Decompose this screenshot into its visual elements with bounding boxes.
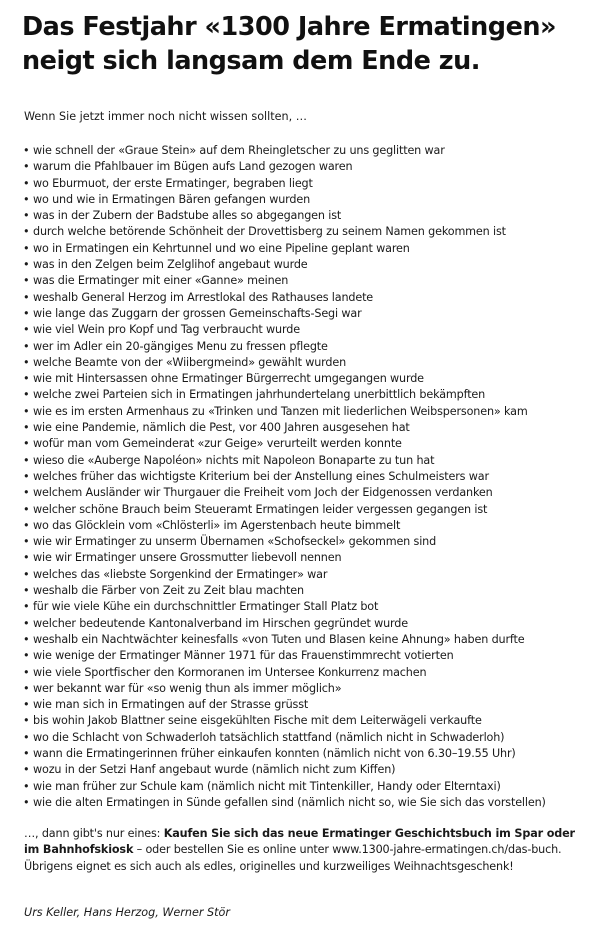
closing-line-1 <box>24 826 594 842</box>
list-item <box>23 762 546 778</box>
list-item-text: bis wohin Jakob Blattner seine eisgekühlten Fische mit dem Leiterwägeli verkaufte <box>33 714 482 728</box>
list-item <box>23 176 546 192</box>
list-item <box>23 192 546 208</box>
question-list <box>23 143 546 811</box>
bullet-icon: • <box>23 437 30 451</box>
bullet-icon: • <box>23 616 30 630</box>
list-item <box>23 697 546 713</box>
list-item-text: wieso die «Auberge Napoléon» nichts mit Napoleon Bonaparte zu tun hat <box>33 453 435 467</box>
list-item <box>23 599 546 615</box>
bullet-icon: • <box>23 209 30 223</box>
bullet-icon: • <box>23 779 30 793</box>
bullet-icon: • <box>23 388 30 402</box>
list-item-text: was die Ermatinger mit einer «Ganne» meinen <box>33 274 289 288</box>
bullet-icon: • <box>23 421 30 435</box>
list-item <box>23 159 546 175</box>
bullet-icon: • <box>23 714 30 728</box>
list-item <box>23 339 546 355</box>
bullet-icon: • <box>23 551 30 565</box>
list-item <box>23 469 546 485</box>
bullet-icon: • <box>23 518 30 532</box>
authors-signature: Urs Keller, Hans Herzog, Werner Stör <box>24 906 230 919</box>
list-item <box>23 224 546 240</box>
bullet-icon: • <box>23 176 30 190</box>
list-item <box>23 583 546 599</box>
closing-call-to-action: Kaufen Sie sich das neue Ermatinger Geschichtsbuch im Spar oder <box>163 827 575 840</box>
list-item-text: wo die Schlacht von Schwaderloh tatsächlich stattfand (nämlich nicht in Schwaderloh) <box>33 730 505 744</box>
list-item-text: welches früher das wichtigste Kriterium bei der Anstellung eines Schulmeisters war <box>33 469 489 483</box>
list-item <box>23 453 546 469</box>
list-item-text: weshalb ein Nachtwächter keinesfalls «von Tuten und Blasen keine Ahnung» haben durfte <box>33 632 525 646</box>
list-item <box>23 534 546 550</box>
page-title <box>22 10 602 78</box>
list-item <box>23 502 546 518</box>
closing-order-online: – oder bestellen Sie es online unter www.1300-jahre-ermatingen.ch/das-buch. <box>133 843 562 857</box>
list-item <box>23 746 546 762</box>
bullet-icon: • <box>23 160 30 174</box>
list-item <box>23 257 546 273</box>
list-item-text: warum die Pfahlbauer im Bügen aufs Land gezogen waren <box>33 160 353 174</box>
bullet-icon: • <box>23 486 30 500</box>
list-item-text: wer im Adler ein 20-gängiges Menu zu fressen pflegte <box>33 339 328 353</box>
bullet-icon: • <box>23 649 30 663</box>
list-item <box>23 665 546 681</box>
bullet-icon: • <box>23 567 30 581</box>
list-item <box>23 485 546 501</box>
bullet-icon: • <box>23 584 30 598</box>
list-item-text: wie die alten Ermatingen in Sünde gefallen sind (nämlich nicht so, wie Sie sich das vorstellen) <box>33 795 546 809</box>
list-item-text: wie viel Wein pro Kopf und Tag verbraucht wurde <box>33 323 300 337</box>
list-item <box>23 567 546 583</box>
list-item <box>23 632 546 648</box>
bullet-icon: • <box>23 372 30 386</box>
bullet-icon: • <box>23 469 30 483</box>
list-item-text: welchem Ausländer wir Thurgauer die Freiheit vom Joch der Eidgenossen verdanken <box>33 486 493 500</box>
intro-text: Wenn Sie jetzt immer noch nicht wissen sollten, … <box>24 110 307 123</box>
bullet-icon: • <box>23 290 30 304</box>
bullet-icon: • <box>23 306 30 320</box>
bullet-icon: • <box>23 632 30 646</box>
list-item <box>23 290 546 306</box>
bullet-icon: • <box>23 339 30 353</box>
bullet-icon: • <box>23 225 30 239</box>
list-item-text: wie eine Pandemie, nämlich die Pest, vor 400 Jahren ausgesehen hat <box>33 421 410 435</box>
list-item <box>23 273 546 289</box>
list-item <box>23 387 546 403</box>
list-item-text: was in den Zelgen beim Zelglihof angebaut wurde <box>33 258 308 272</box>
bullet-icon: • <box>23 404 30 418</box>
list-item <box>23 648 546 664</box>
list-item-text: durch welche betörende Schönheit der Drovettisberg zu seinem Namen gekommen ist <box>33 225 506 239</box>
title-line-1: Das Festjahr «1300 Jahre Ermatingen» <box>22 12 556 42</box>
list-item-text: welche Beamte von der «Wiibergmeind» gewählt wurden <box>33 355 347 369</box>
bullet-icon: • <box>23 681 30 695</box>
list-item-text: welcher schöne Brauch beim Steueramt Ermatingen leider vergessen gegangen ist <box>33 502 488 516</box>
list-item <box>23 143 546 159</box>
list-item-text: welches das «liebste Sorgenkind der Ermatinger» war <box>33 567 328 581</box>
list-item <box>23 681 546 697</box>
closing-line-2 <box>24 842 594 858</box>
list-item-text: wie wir Ermatinger unsere Grossmutter liebevoll nennen <box>33 551 342 565</box>
bullet-icon: • <box>23 746 30 760</box>
list-item <box>23 208 546 224</box>
list-item-text: was in der Zubern der Badstube alles so abgegangen ist <box>33 209 342 223</box>
bullet-icon: • <box>23 730 30 744</box>
bullet-icon: • <box>23 144 30 157</box>
title-line-2: neigt sich langsam dem Ende zu. <box>22 46 480 76</box>
bullet-icon: • <box>23 241 30 255</box>
list-item-text: wo und wie in Ermatingen Bären gefangen wurden <box>33 192 311 206</box>
list-item-text: wie viele Sportfischer den Kormoranen im Untersee Konkurrenz machen <box>33 665 427 679</box>
list-item-text: wofür man vom Gemeinderat «zur Geige» verurteilt werden konnte <box>33 437 402 451</box>
bullet-icon: • <box>23 274 30 288</box>
bullet-icon: • <box>23 355 30 369</box>
list-item <box>23 371 546 387</box>
list-item <box>23 420 546 436</box>
list-item-text: wie man früher zur Schule kam (nämlich nicht mit Tintenkiller, Handy oder Elterntaxi) <box>33 779 501 793</box>
list-item-text: weshalb General Herzog im Arrestlokal des Rathauses landete <box>33 290 374 304</box>
list-item <box>23 779 546 795</box>
bullet-icon: • <box>23 698 30 712</box>
list-item <box>23 616 546 632</box>
bullet-icon: • <box>23 763 30 777</box>
list-item-text: wie wir Ermatinger zu unserm Übernamen «Schofseckel» gekommen sind <box>33 535 437 549</box>
bullet-icon: • <box>23 258 30 272</box>
closing-kiosk: im Bahnhofskiosk <box>24 843 134 857</box>
list-item <box>23 436 546 452</box>
list-item-text: wo in Ermatingen ein Kehrtunnel und wo eine Pipeline geplant waren <box>33 241 410 255</box>
list-item <box>23 241 546 257</box>
list-item <box>23 306 546 322</box>
list-item <box>23 550 546 566</box>
list-item-text: wo Eburmuot, der erste Ermatinger, begraben liegt <box>33 176 313 190</box>
list-item-text: wann die Ermatingerinnen früher einkaufen konnten (nämlich nicht von 6.30–19.55 Uhr) <box>33 746 516 760</box>
list-item-text: wie mit Hintersassen ohne Ermatinger Bürgerrecht umgegangen wurde <box>33 372 424 386</box>
list-item-text: für wie viele Kühe ein durchschnittler Ermatinger Stall Platz bot <box>33 600 379 614</box>
bullet-icon: • <box>23 192 30 206</box>
closing-line-3: Übrigens eignet es sich auch als edles, originelles und kurzweiliges Weihnachtsgeschenk! <box>24 859 514 873</box>
bullet-icon: • <box>23 453 30 467</box>
list-item-text: wer bekannt war für «so wenig thun als immer möglich» <box>33 681 342 695</box>
list-item <box>23 730 546 746</box>
list-item-text: welche zwei Parteien sich in Ermatingen jahrhundertelang unerbittlich bekämpften <box>33 388 486 402</box>
list-item <box>23 404 546 420</box>
list-item-text: wie lange das Zuggarn der grossen Gemeinschafts-Segi war <box>33 306 362 320</box>
list-item-text: wie es im ersten Armenhaus zu «Trinken und Tanzen mit liederlichen Weibspersonen» kam <box>33 404 528 418</box>
list-item-text: wie wenige der Ermatinger Männer 1971 für das Frauenstimmrecht votierten <box>33 649 454 663</box>
list-item <box>23 355 546 371</box>
list-item <box>23 795 546 811</box>
bullet-icon: • <box>23 665 30 679</box>
list-item <box>23 518 546 534</box>
bullet-icon: • <box>23 535 30 549</box>
list-item <box>23 322 546 338</box>
bullet-icon: • <box>23 323 30 337</box>
list-item-text: wozu in der Setzi Hanf angebaut wurde (nämlich nicht zum Kiffen) <box>33 763 396 777</box>
list-item <box>23 713 546 729</box>
bullet-icon: • <box>23 502 30 516</box>
list-item-text: wo das Glöcklein vom «Chlösterli» im Agerstenbach heute bimmelt <box>33 518 401 532</box>
list-item-text: wie schnell der «Graue Stein» auf dem Rheingletscher zu uns geglitten war <box>33 144 445 157</box>
list-item-text: welcher bedeutende Kantonalverband im Hirschen gegründet wurde <box>33 616 408 630</box>
list-item-text: weshalb die Färber von Zeit zu Zeit blau machten <box>33 584 304 598</box>
closing-paragraph <box>24 826 594 875</box>
bullet-icon: • <box>23 600 30 614</box>
bullet-icon: • <box>23 795 30 809</box>
list-item-text: wie man sich in Ermatingen auf der Strasse grüsst <box>33 698 309 712</box>
closing-lead: …, dann gibt's nur eines: <box>24 827 164 840</box>
